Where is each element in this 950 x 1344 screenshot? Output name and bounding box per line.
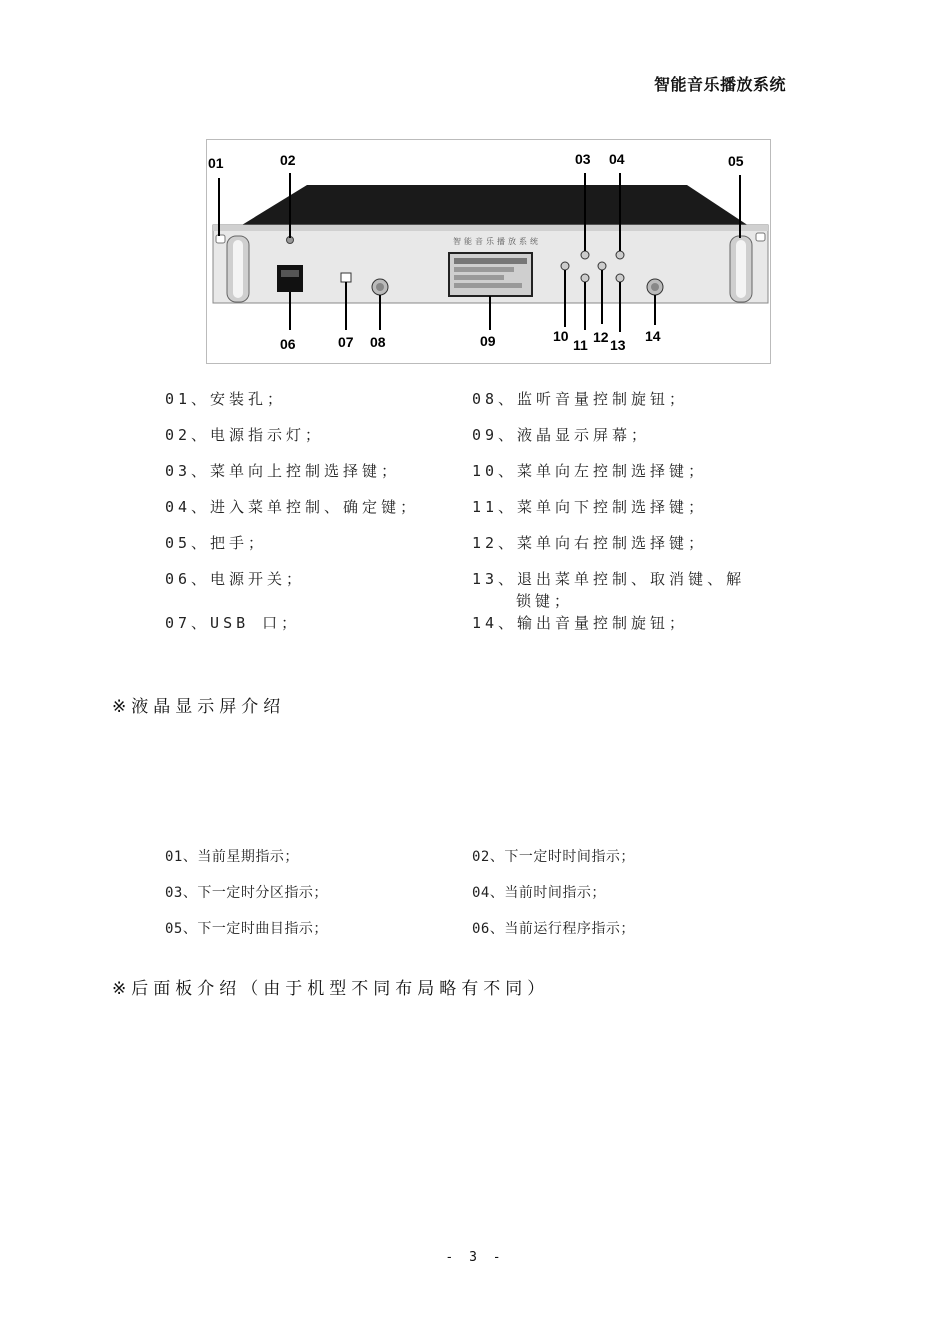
callout-06: 06 xyxy=(280,336,296,352)
button-right xyxy=(598,262,606,270)
page-number: - 3 - xyxy=(445,1250,505,1265)
list-item: 05、把手； xyxy=(165,534,268,552)
callout-13: 13 xyxy=(610,337,626,353)
list-item: 12、菜单向右控制选择键； xyxy=(472,534,708,552)
callout-05: 05 xyxy=(728,153,744,169)
list-item: 04、进入菜单控制、确定键； xyxy=(165,498,420,516)
callout-11: 11 xyxy=(573,337,588,353)
front-panel-figure xyxy=(206,139,771,364)
chassis-top xyxy=(237,185,752,228)
callout-03: 03 xyxy=(575,151,591,167)
button-enter xyxy=(616,251,624,259)
list-item: 13、退出菜单控制、取消键、解 xyxy=(472,570,746,588)
button-up xyxy=(581,251,589,259)
list-item: 06、电源开关； xyxy=(165,570,306,588)
callout-08: 08 xyxy=(370,334,386,350)
button-exit xyxy=(616,274,624,282)
list-item: 01、当前星期指示； xyxy=(165,849,299,865)
callout-01: 01 xyxy=(208,155,224,171)
list-item-continued: 锁键； xyxy=(516,592,574,610)
rear-panel-section-title: ※后面板介绍（由于机型不同布局略有不同） xyxy=(112,979,550,999)
list-item: 04、当前时间指示； xyxy=(472,885,606,901)
list-item: 07、USB 口； xyxy=(165,614,301,632)
panel-title-text: 智能音乐播放系统 xyxy=(453,237,541,246)
usb-port xyxy=(341,273,351,282)
list-item: 05、下一定时曲目指示； xyxy=(165,921,328,937)
button-left xyxy=(561,262,569,270)
callout-14: 14 xyxy=(645,328,661,344)
callout-12: 12 xyxy=(593,329,609,345)
callout-07: 07 xyxy=(338,334,354,350)
list-item: 09、液晶显示屏幕； xyxy=(472,426,651,444)
callout-10: 10 xyxy=(553,328,569,344)
list-item: 08、监听音量控制旋钮； xyxy=(472,390,689,408)
list-item: 02、下一定时时间指示； xyxy=(472,849,635,865)
list-item: 01、安装孔； xyxy=(165,390,287,408)
page-header-title: 智能音乐播放系统 xyxy=(653,75,786,94)
callout-09: 09 xyxy=(480,333,496,349)
list-item: 06、当前运行程序指示； xyxy=(472,921,635,937)
callout-02: 02 xyxy=(280,152,296,168)
mounting-hole-right xyxy=(756,233,765,241)
list-item: 10、菜单向左控制选择键； xyxy=(472,462,708,480)
mounting-hole-left xyxy=(216,235,225,243)
list-item: 03、下一定时分区指示； xyxy=(165,885,328,901)
lcd-section-title: ※液晶显示屏介绍 xyxy=(112,697,286,717)
list-item: 14、输出音量控制旋钮； xyxy=(472,614,689,632)
front-panel-diagram xyxy=(207,140,770,363)
power-switch xyxy=(277,265,303,292)
list-item: 02、电源指示灯； xyxy=(165,426,325,444)
list-item: 03、菜单向上控制选择键； xyxy=(165,462,401,480)
callout-04: 04 xyxy=(609,151,625,167)
list-item: 11、菜单向下控制选择键； xyxy=(472,498,708,516)
button-down xyxy=(581,274,589,282)
